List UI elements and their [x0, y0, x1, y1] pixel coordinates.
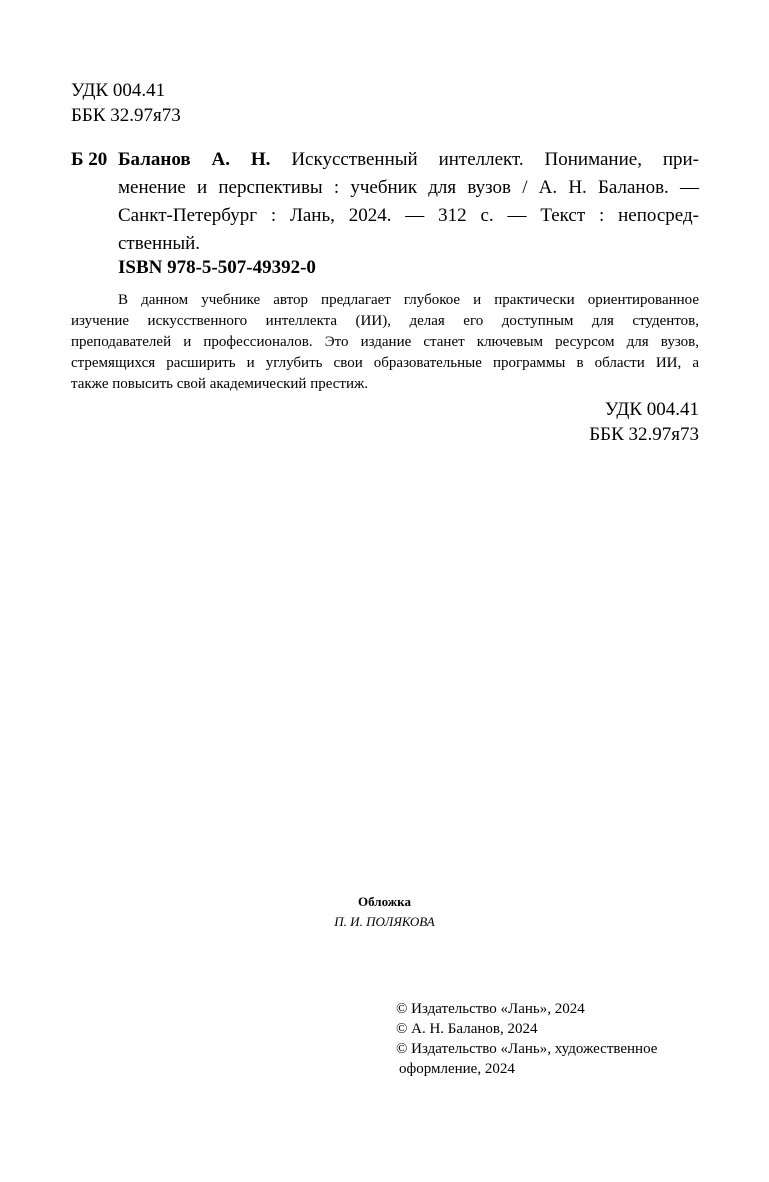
- bbk-code-bottom: ББК 32.97я73: [589, 424, 699, 445]
- annotation-line-3: преподавателей и профессионалов. Это издание станет ключевым ресурсом для вузов,: [71, 334, 699, 350]
- entry-line-2: менение и перспективы : учебник для вузов / А. Н. Баланов. —: [118, 177, 699, 198]
- copyright-line-3: © Издательство «Лань», художественное: [396, 1041, 658, 1057]
- entry-body: [118, 146, 699, 258]
- annotation: [71, 290, 699, 395]
- annotation-line-1: В данном учебнике автор предлагает глубокое и практически ориентированное: [118, 292, 699, 308]
- classification-bottom: [589, 397, 699, 447]
- cover-credit: [0, 892, 769, 932]
- cover-label: Обложка: [358, 894, 411, 909]
- classification-top: [71, 78, 181, 128]
- cover-designer: П. И. ПОЛЯКОВА: [334, 914, 435, 929]
- isbn: ISBN 978-5-507-49392-0: [118, 257, 316, 278]
- annotation-line-2: изучение искусственного интеллекта (ИИ), делая его доступным для студентов,: [71, 313, 699, 329]
- author-name: Баланов А. Н.: [118, 149, 271, 170]
- entry-line-3: Санкт-Петербург : Лань, 2024. — 312 с. — Текст : непосред-: [118, 205, 699, 226]
- entry-line-1-text: Искусственный интеллект. Понимание, при-: [291, 149, 700, 170]
- copyright-line-2: © А. Н. Баланов, 2024: [396, 1021, 538, 1037]
- entry-line-4: ственный.: [118, 233, 201, 254]
- bbk-code: ББК 32.97я73: [71, 105, 181, 126]
- bibliographic-entry: [71, 146, 699, 258]
- annotation-line-5: также повысить свой академический престиж.: [71, 376, 369, 392]
- udk-code-bottom: УДК 004.41: [604, 399, 699, 420]
- copyright-line-4: оформление, 2024: [399, 1061, 515, 1077]
- author-code: Б 20: [71, 149, 108, 170]
- udk-code: УДК 004.41: [71, 80, 166, 101]
- annotation-line-4: стремящихся расширить и углубить свои образовательные программы в области ИИ, а: [71, 355, 699, 371]
- entry-line-1: [118, 146, 699, 174]
- copyright-line-1: © Издательство «Лань», 2024: [396, 1001, 585, 1017]
- copyright-block: [396, 999, 657, 1079]
